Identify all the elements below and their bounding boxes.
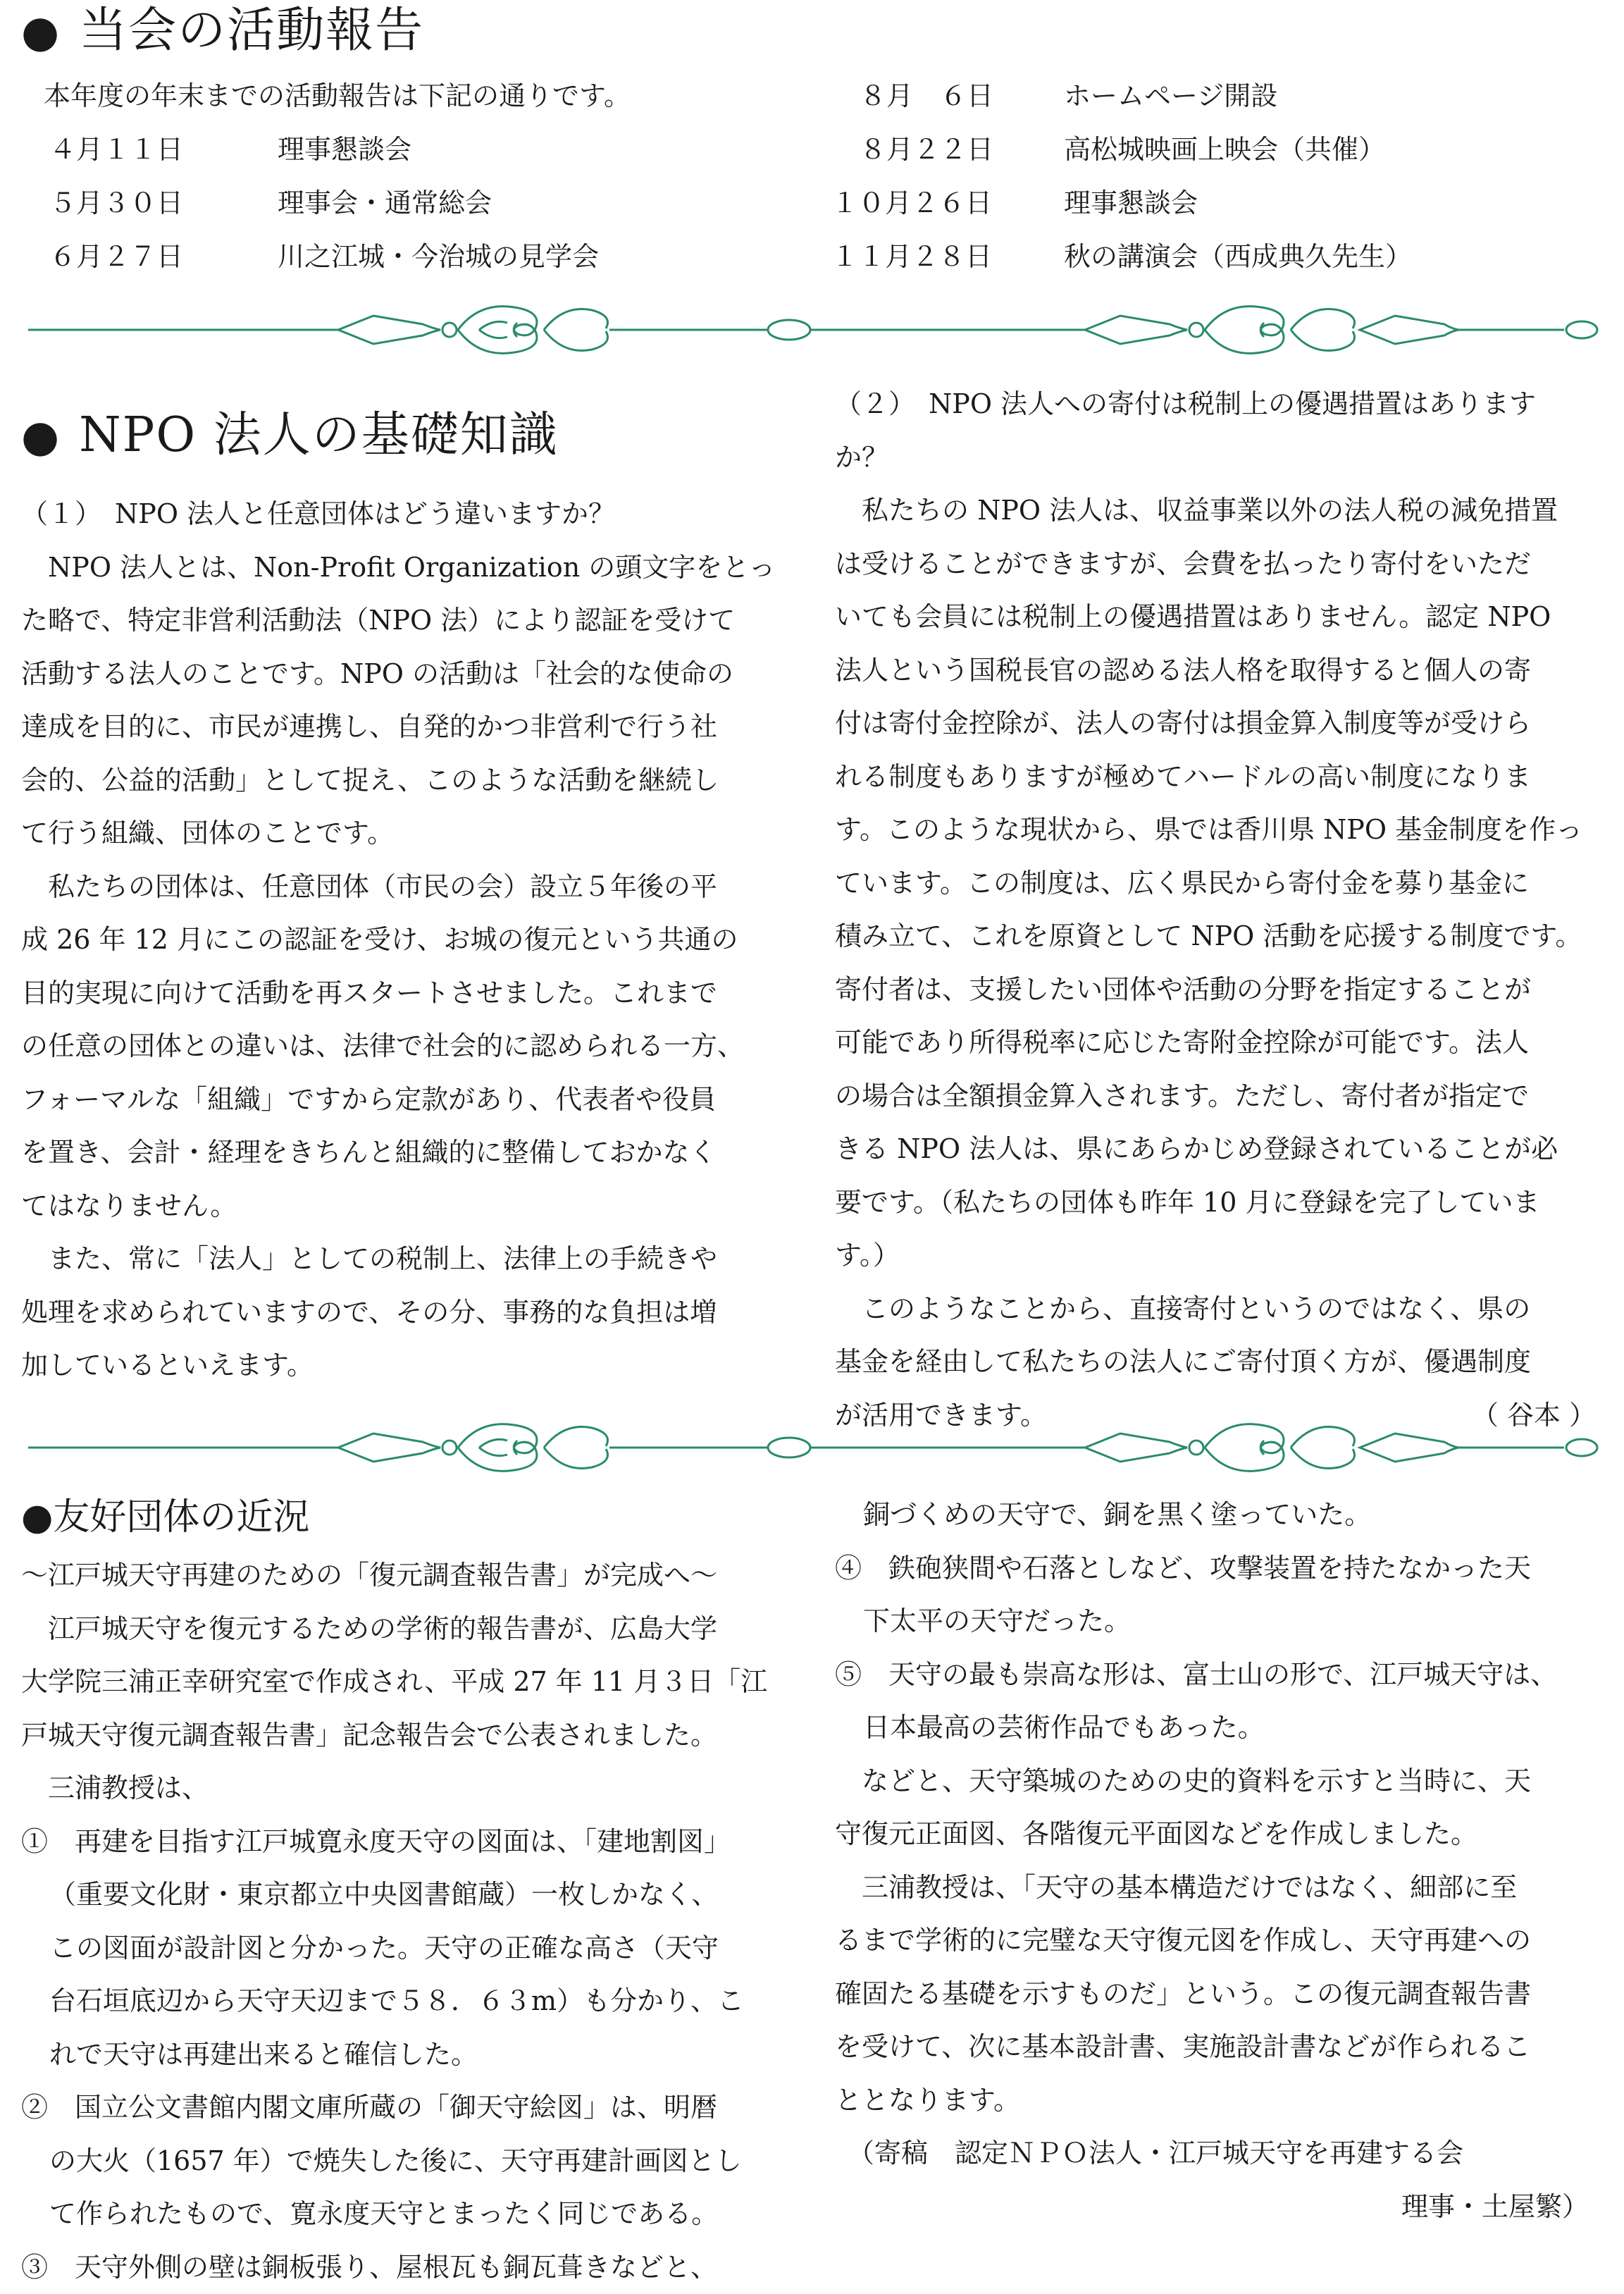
text-line: ③ 天守外側の壁は銅板張り、屋根瓦も銅瓦葺きなどと、 [21, 2241, 810, 2294]
text-line: てはなりません。 [21, 1180, 810, 1233]
text-line: 大学院三浦正幸研究室で作成され、平成 27 年 11 月３日「江 [21, 1655, 810, 1709]
text-line: 処理を求められていますので、その分、事務的な負担は増 [21, 1286, 810, 1340]
list-item: ６月２７日 川之江城・今治城の見学会 [49, 230, 599, 283]
activity-list-left [49, 123, 599, 283]
friends-left-column [21, 1549, 810, 2294]
list-item: ５月３０日 理事会・通常総会 [49, 176, 599, 230]
text-line: 日本最高の芸術作品でもあった。 [835, 1701, 1610, 1755]
text-line: れで天守は再建出来ると確信した。 [21, 2028, 810, 2082]
text-line: 基金を経由して私たちの法人にご寄付頂く方が、優遇制度 [835, 1336, 1610, 1389]
text-line: いても会員には税制上の優遇措置はありません。認定 NPO [835, 591, 1610, 644]
text-line: 守復元正面図、各階復元平面図などを作成しました。 [835, 1808, 1610, 1861]
text-line: （寄稿 認定ＮＰＯ法人・江戸城天守を再建する会 [835, 2127, 1610, 2181]
text-line: などと、天守築城のための史的資料を示すと当時に、天 [835, 1755, 1610, 1808]
npo-left-column [21, 488, 810, 1393]
ornament-divider-icon [28, 288, 1599, 372]
text-line: て作られたもので、寛永度天守とまったく同じである。 [21, 2188, 810, 2241]
activity-title: ● 当会の活動報告 [21, 1, 424, 61]
list-item: ４月１１日 理事懇談会 [49, 123, 599, 176]
text-line: 下太平の天守だった。 [835, 1595, 1610, 1648]
text-line: は受けることができますが、会費を払ったり寄付をいただ [835, 538, 1610, 591]
text-line: 積み立て、これを原資として NPO 活動を応援する制度です。 [835, 910, 1610, 963]
text-line: （重要文化財・東京都立中央図書館蔵）一枚しかなく、 [21, 1868, 810, 1922]
list-item: ８月２２日 高松城映画上映会（共催） [831, 123, 1412, 176]
text-line: 三浦教授は、 [21, 1762, 810, 1815]
list-item: ８月 ６日 ホームページ開設 [831, 69, 1412, 123]
text-line: また、常に「法人」としての税制上、法律上の手続きや [21, 1233, 810, 1286]
text-line: NPO 法人とは、Non-Profit Organization の頭文字をとっ [21, 541, 810, 595]
text-line: 江戸城天守を復元するための学術的報告書が、広島大学 [21, 1603, 810, 1656]
text-line: 戸城天守復元調査報告書」記念報告会で公表されました。 [21, 1709, 810, 1763]
text-line: 成 26 年 12 月にこの認証を受け、お城の復元という共通の [21, 913, 810, 967]
text-line: 付は寄付金控除が、法人の寄付は損金算入制度等が受けら [835, 697, 1610, 751]
text-line: を置き、会計・経理をきちんと組織的に整備しておかなく [21, 1126, 810, 1180]
activity-intro: 本年度の年末までの活動報告は下記の通りです。 [44, 69, 631, 123]
text-line: の任意の団体との違いは、法律で社会的に認められる一方、 [21, 1020, 810, 1073]
text-line: 加しているといえます。 [21, 1339, 810, 1393]
black-circle-bullet-icon: ● [21, 6, 61, 57]
author-signature: 理事・土屋繁） [835, 2181, 1589, 2234]
text-line: 可能であり所得税率に応じた寄附金控除が可能です。法人 [835, 1016, 1610, 1070]
text-line: 寄付者は、支援したい団体や活動の分野を指定することが [835, 963, 1610, 1017]
author-signature: （ 谷本 ） [1472, 1389, 1596, 1443]
text-line: （１） NPO 法人と任意団体はどう違いますか？ [21, 488, 810, 541]
friends-right-column [835, 1488, 1610, 2233]
text-line: 台石垣底辺から天守天辺まで５８．６３m）も分かり、こ [21, 1975, 810, 2028]
text-line: す。このような現状から、県では香川県 NPO 基金制度を作っ [835, 803, 1610, 857]
text-line: の大火（1657 年）で焼失した後に、天守再建計画図とし [21, 2135, 810, 2188]
text-line: 私たちの団体は、任意団体（市民の会）設立５年後の平 [21, 861, 810, 914]
text-line: この図面が設計図と分かった。天守の正確な高さ（天守 [21, 1922, 810, 1975]
text-line: ⑤ 天守の最も崇高な形は、富士山の形で、江戸城天守は、 [835, 1648, 1610, 1702]
text-line: 確固たる基礎を示すものだ」という。この復元調査報告書 [835, 1968, 1610, 2021]
text-line: 会的、公益的活動」として捉え、このような活動を継続し [21, 754, 810, 808]
text-line: 法人という国税長官の認める法人格を取得すると個人の寄 [835, 644, 1610, 698]
text-line: ① 再建を目指す江戸城寛永度天守の図面は、「建地割図」 [21, 1815, 810, 1869]
text-line: た略で、特定非営利活動法（NPO 法）により認証を受けて [21, 594, 810, 648]
text-line: 私たちの NPO 法人は、収益事業以外の法人税の減免措置 [835, 484, 1610, 538]
text-line: ています。この制度は、広く県民から寄付金を募り基金に [835, 857, 1610, 911]
text-line: を受けて、次に基本設計書、実施設計書などが作られるこ [835, 2021, 1610, 2074]
text-line: 三浦教授は、「天守の基本構造だけではなく、細部に至 [835, 1861, 1610, 1915]
text-line: 要です。（私たちの団体も昨年 10 月に登録を完了していま [835, 1176, 1610, 1230]
text-line: ② 国立公文書館内閣文庫所蔵の「御天守絵図」は、明暦 [21, 2081, 810, 2135]
text-line: れる制度もありますが極めてハードルの高い制度になりま [835, 751, 1610, 804]
text-line: このようなことから、直接寄付というのではなく、県の [835, 1283, 1610, 1336]
text-line: ～江戸城天守再建のための「復元調査報告書」が完成へ～ [21, 1549, 810, 1603]
npo-right-column [835, 378, 1610, 1442]
friends-title: ●友好団体の近況 [21, 1493, 309, 1542]
text-line: の場合は全額損金算入されます。ただし、寄付者が指定で [835, 1070, 1610, 1123]
text-line: か？ [835, 431, 1610, 485]
text-line: て行う組織、団体のことです。 [21, 807, 810, 861]
text-line: るまで学術的に完璧な天守復元図を作成し、天守再建への [835, 1914, 1610, 1968]
list-item: １１月２８日 秋の講演会（西成典久先生） [831, 230, 1412, 283]
text-line: きる NPO 法人は、県にあらかじめ登録されていることが必 [835, 1123, 1610, 1176]
text-line: （２） NPO 法人への寄付は税制上の優遇措置はあります [835, 378, 1610, 431]
text-line: す。） [835, 1229, 1610, 1283]
text-line: ととなります。 [835, 2074, 1610, 2128]
text-line: 活動する法人のことです。NPO の活動は「社会的な使命の [21, 648, 810, 701]
list-item: １０月２６日 理事懇談会 [831, 176, 1412, 230]
ornament-divider-icon [28, 1405, 1599, 1490]
activity-list-right [831, 69, 1412, 283]
text-line: 銅づくめの天守で、銅を黒く塗っていた。 [835, 1488, 1610, 1542]
npo-title: ● NPO 法人の基礎知識 [21, 406, 559, 466]
text-line: 目的実現に向けて活動を再スタートさせました。これまで [21, 967, 810, 1020]
text-line: ④ 鉄砲狭間や石落としなど、攻撃装置を持たなかった天 [835, 1542, 1610, 1596]
text-line: が活用できます。 （ 谷本 ） [835, 1389, 1596, 1443]
text-line: 達成を目的に、市民が連携し、自発的かつ非営利で行う社 [21, 701, 810, 754]
black-circle-bullet-icon: ● [21, 410, 61, 462]
text-line: フォーマルな「組織」ですから定款があり、代表者や役員 [21, 1073, 810, 1127]
